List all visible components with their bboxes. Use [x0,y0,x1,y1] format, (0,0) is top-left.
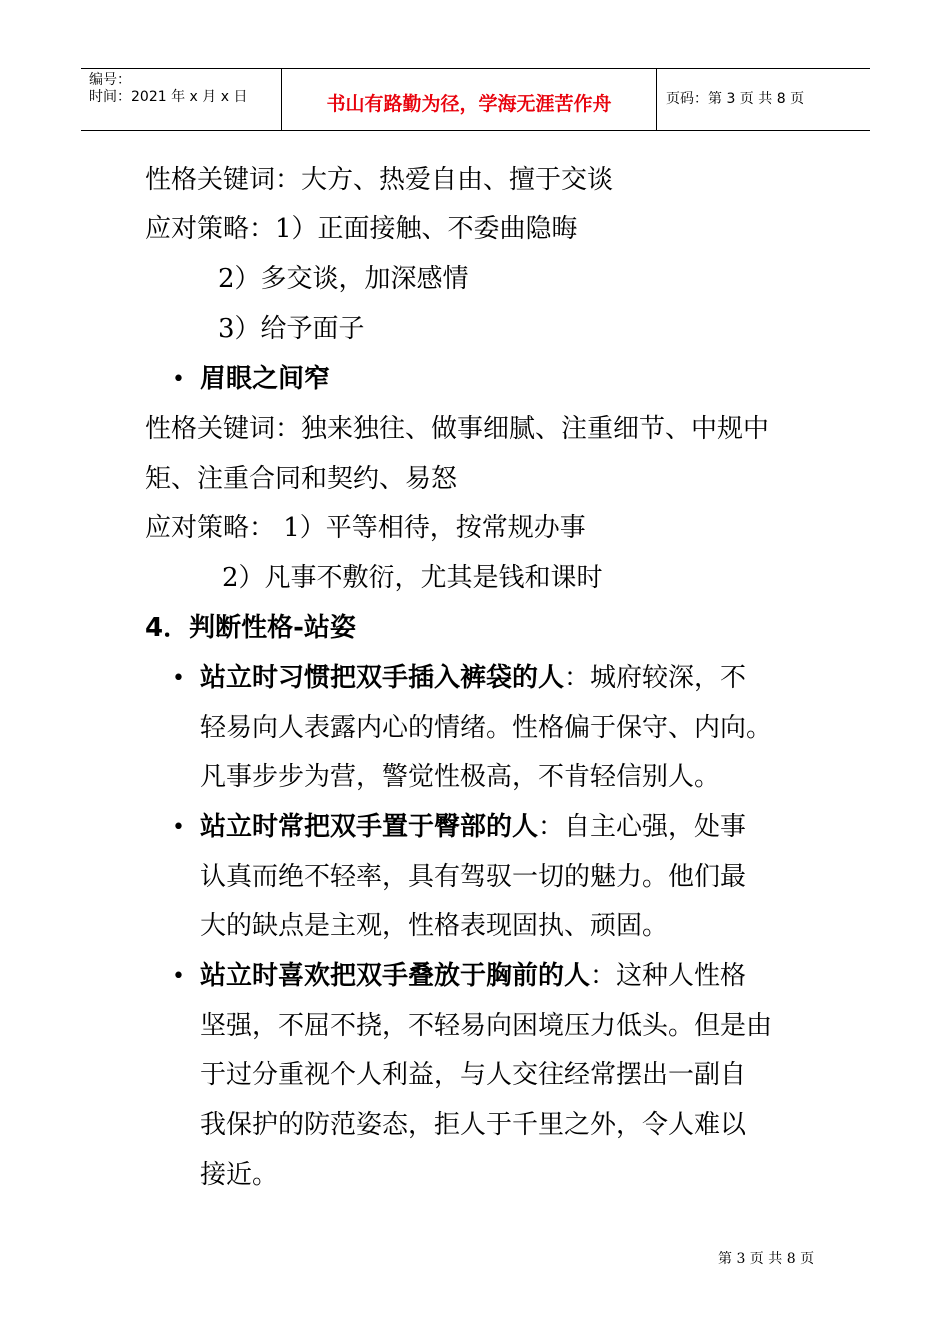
doc-time-label: 时间：2021 年 x 月 x 日 [89,89,248,105]
section-heading-4: 4．判断性格-站姿 [145,613,356,643]
strategy-line-4: 应对策略： 1）平等相待，按常规办事 [145,513,586,543]
header-motto-cell [281,69,657,130]
strategy-line-5: 2）凡事不敷衍，尤其是钱和课时 [222,563,603,593]
stance-1-heading: 站立时习惯把双手插入裤袋的人 [200,663,565,693]
stance-paragraph-3-line-5: 接近。 [200,1160,279,1190]
stance-2-text: ：自主心强，处事 [538,812,747,842]
bullet-heading-eyebrow: 眉眼之间窄 [200,364,331,394]
header-meta-cell [81,69,281,130]
stance-paragraph-2-line-1 [200,812,746,842]
stance-paragraph-2-line-3: 大的缺点是主观，性格表现固执、顽固。 [200,911,669,941]
header-page-cell [656,69,870,130]
stance-3-heading: 站立时喜欢把双手叠放于胸前的人 [200,961,591,991]
stance-1-text: ：城府较深，不 [564,663,747,693]
bullet-icon: • [172,964,185,989]
stance-2-heading: 站立时常把双手置于臀部的人 [200,812,539,842]
keywords-line-2-cont: 矩、注重合同和契约、易怒 [145,464,458,494]
doc-number-label: 编号： [89,72,131,88]
bullet-icon: • [172,666,185,691]
stance-paragraph-3-line-3: 于过分重视个人利益，与人交往经常摆出一副自 [200,1060,747,1090]
stance-paragraph-3-line-2: 坚强，不屈不挠，不轻易向困境压力低头。但是由 [200,1011,773,1041]
stance-paragraph-1-line-2: 轻易向人表露内心的情绪。性格偏于保守、内向。 [200,713,773,743]
bullet-icon: • [172,815,185,840]
keywords-line-1: 性格关键词：大方、热爱自由、擅于交谈 [145,165,614,195]
strategy-line-1: 应对策略：1）正面接触、不委曲隐晦 [145,214,578,244]
stance-3-text: ：这种人性格 [590,961,747,991]
strategy-line-2: 2）多交谈，加深感情 [218,264,469,294]
stance-paragraph-1-line-3: 凡事步步为营，警觉性极高，不肯轻信别人。 [200,762,721,792]
motto: 书山有路勤为径，学海无涯苦作舟 [326,93,612,115]
stance-paragraph-3-line-4: 我保护的防范姿态，拒人于千里之外，令人难以 [200,1110,747,1140]
footer-page-number: 第 3 页 共 8 页 [718,1251,815,1267]
strategy-line-3: 3）给予面子 [218,314,365,344]
header-page-number: 页码：第 3 页 共 8 页 [666,91,805,107]
bullet-icon: • [172,367,185,392]
stance-paragraph-2-line-2: 认真而绝不轻率，具有驾驭一切的魅力。他们最 [200,862,747,892]
page-header [81,68,870,131]
stance-paragraph-1-line-1 [200,663,746,693]
stance-paragraph-3-line-1 [200,961,746,991]
keywords-line-2: 性格关键词：独来独往、做事细腻、注重细节、中规中 [145,414,770,444]
